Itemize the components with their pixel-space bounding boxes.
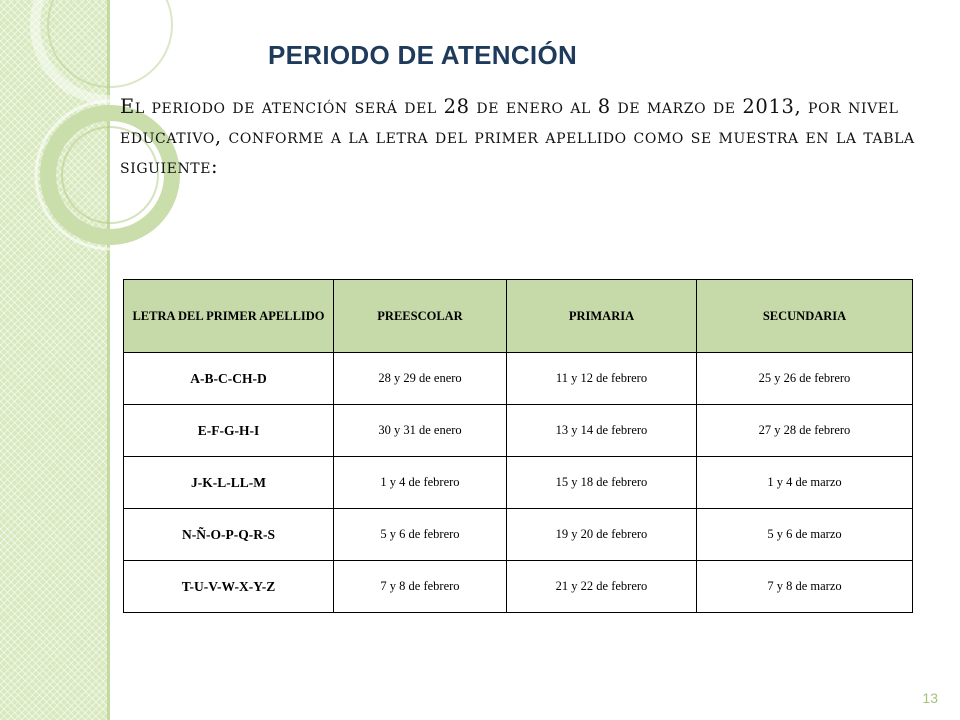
slide-title: PERIODO DE ATENCIÓN (268, 40, 578, 70)
cell-secundaria: 27 y 28 de febrero (697, 405, 913, 457)
header-secundaria: SECUNDARIA (697, 280, 913, 353)
header-primaria: PRIMARIA (507, 280, 697, 353)
table-row (124, 457, 913, 509)
cell-preescolar: 28 y 29 de enero (334, 353, 507, 405)
table-row (124, 561, 913, 613)
cell-letters: T-U-V-W-X-Y-Z (124, 561, 334, 613)
intro-paragraph: El periodo de atención será del 28 de enero al 8 de marzo de 2013, por nivel educativo, conforme a la letra del primer apellido como se muestra en la tabla siguiente: (120, 95, 915, 178)
cell-letters: A-B-C-CH-D (124, 353, 334, 405)
header-letra: LETRA DEL PRIMER APELLIDO (124, 280, 334, 353)
page-number: 13 (922, 690, 938, 706)
cell-letters: E-F-G-H-I (124, 405, 334, 457)
cell-secundaria: 7 y 8 de marzo (697, 561, 913, 613)
cell-letters: N-Ñ-O-P-Q-R-S (124, 509, 334, 561)
table-row (124, 353, 913, 405)
attention-schedule-table (123, 279, 913, 613)
cell-primaria: 13 y 14 de febrero (507, 405, 697, 457)
table-header-row (124, 280, 913, 353)
cell-primaria: 15 y 18 de febrero (507, 457, 697, 509)
cell-primaria: 11 y 12 de febrero (507, 353, 697, 405)
cell-preescolar: 7 y 8 de febrero (334, 561, 507, 613)
cell-preescolar: 30 y 31 de enero (334, 405, 507, 457)
cell-secundaria: 5 y 6 de marzo (697, 509, 913, 561)
cell-primaria: 21 y 22 de febrero (507, 561, 697, 613)
header-preescolar: PREESCOLAR (334, 280, 507, 353)
cell-secundaria: 25 y 26 de febrero (697, 353, 913, 405)
table-row (124, 405, 913, 457)
cell-preescolar: 1 y 4 de febrero (334, 457, 507, 509)
cell-preescolar: 5 y 6 de febrero (334, 509, 507, 561)
decorative-sidebar (0, 0, 107, 720)
sidebar-edge-line (107, 0, 110, 720)
table-row (124, 509, 913, 561)
cell-secundaria: 1 y 4 de marzo (697, 457, 913, 509)
cell-letters: J-K-L-LL-M (124, 457, 334, 509)
cell-primaria: 19 y 20 de febrero (507, 509, 697, 561)
